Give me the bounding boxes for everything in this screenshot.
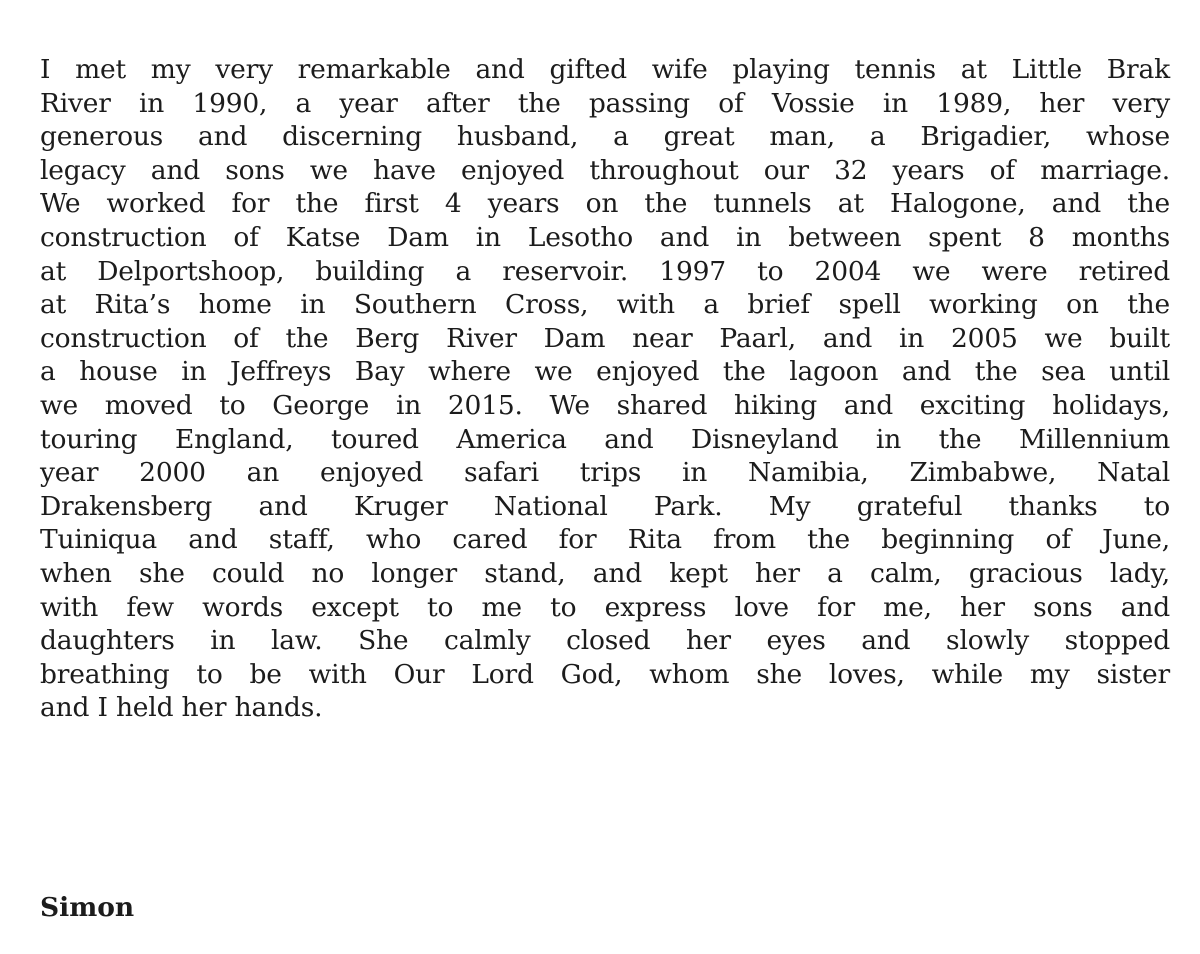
signature: Simon bbox=[40, 892, 135, 923]
text-line: a house in Jeffreys Bay where we enjoyed the lagoon and the sea until bbox=[40, 356, 1170, 388]
text-line: construction of Katse Dam in Lesotho and in between spent 8 months bbox=[40, 221, 1170, 253]
text-line: Tuiniqua and staff, who cared for Rita from the beginning of June, bbox=[40, 524, 1170, 556]
text-line: at Delportshoop, building a reservoir. 1997 to 2004 we were retired bbox=[40, 255, 1170, 287]
text-line: when she could no longer stand, and kept her a calm, gracious lady, bbox=[40, 557, 1170, 589]
text-line: legacy and sons we have enjoyed throughout our 32 years of marriage. bbox=[40, 154, 1170, 186]
text-line: Drakensberg and Kruger National Park. My grateful thanks to bbox=[40, 490, 1170, 522]
text-line: breathing to be with Our Lord God, whom she loves, while my sister bbox=[40, 658, 1170, 690]
text-line: construction of the Berg River Dam near Paarl, and in 2005 we built bbox=[40, 322, 1170, 354]
text-line: with few words except to me to express love for me, her sons and bbox=[40, 591, 1170, 623]
text-line: we moved to George in 2015. We shared hiking and exciting holidays, bbox=[40, 389, 1170, 421]
text-line: at Rita’s home in Southern Cross, with a brief spell working on the bbox=[40, 289, 1170, 321]
tribute-text bbox=[40, 53, 1170, 725]
text-line: We worked for the first 4 years on the tunnels at Halogone, and the bbox=[40, 188, 1170, 220]
text-line: daughters in law. She calmly closed her eyes and slowly stopped bbox=[40, 625, 1170, 657]
text-line: touring England, toured America and Disneyland in the Millennium bbox=[40, 423, 1170, 455]
text-line: River in 1990, a year after the passing of Vossie in 1989, her very bbox=[40, 87, 1170, 119]
text-line: generous and discerning husband, a great man, a Brigadier, whose bbox=[40, 121, 1170, 153]
text-line: and I held her hands. bbox=[40, 692, 323, 724]
text-line: year 2000 an enjoyed safari trips in Namibia, Zimbabwe, Natal bbox=[40, 457, 1170, 489]
text-line: I met my very remarkable and gifted wife playing tennis at Little Brak bbox=[40, 54, 1170, 85]
